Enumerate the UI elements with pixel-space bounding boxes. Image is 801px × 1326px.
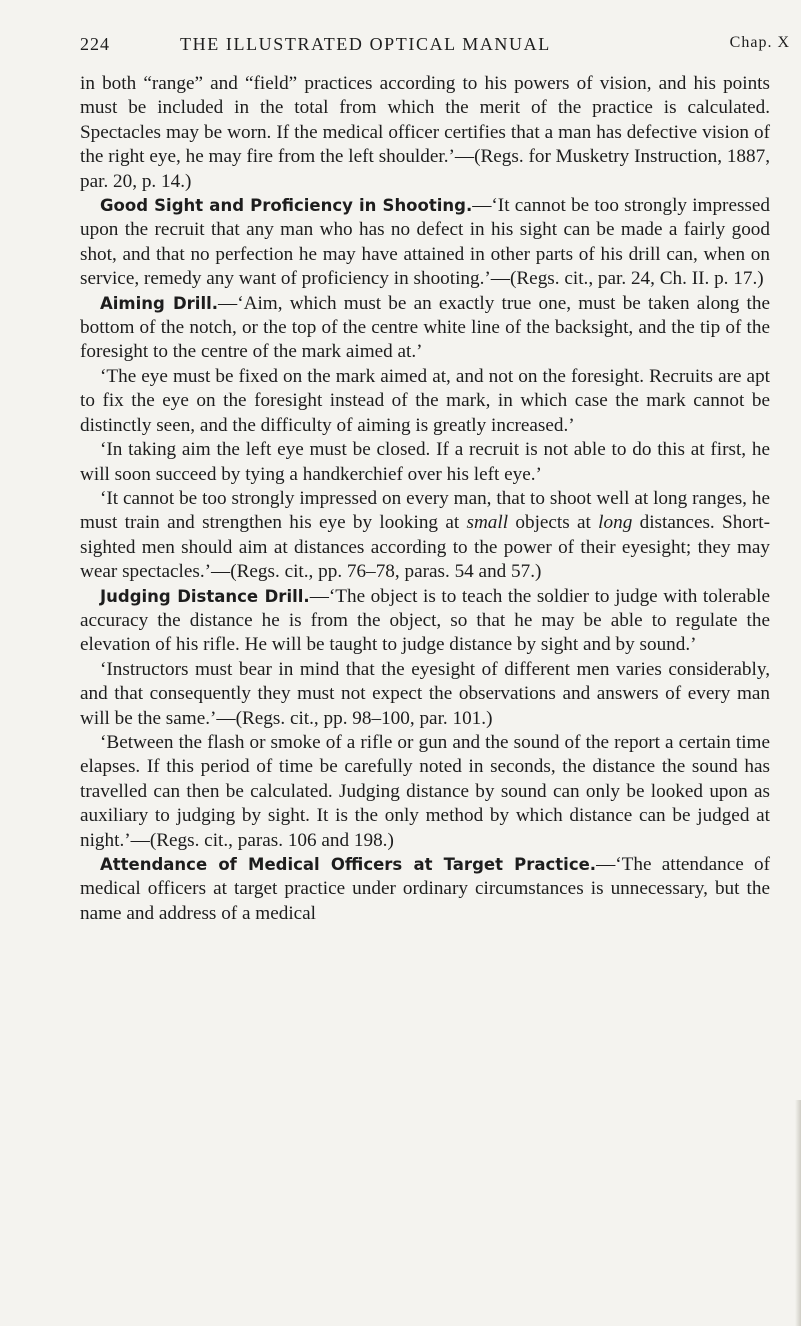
paragraph-continuation: in both “range” and “field” practices according to his powers of vision, and his points must be included in the total from which the merit of the practice is calculated. Spectacles may be worn. If the medical officer certifies that a man has defective vision of the right eye, he may fire from the left shoulder.’—(Regs. for Musketry Instruction, 1887, par. 20, p. 14.) xyxy=(80,73,770,192)
paragraph-left-eye: ‘In taking aim the left eye must be closed. If a recruit is not able to do this at first, he will soon succeed by tying a handkerchief over his left eye.’ xyxy=(80,439,770,485)
page-edge-shadow xyxy=(795,1100,801,1326)
paragraph-long-ranges-b: objects at xyxy=(508,512,599,534)
paragraph-aiming-drill-text: —‘Aim, which must be an exactly true one, must be taken along the bottom of the notch, or the top of the centre white line of the backsight, and the tip of the foresight to the centre of the mark aimed at.’ xyxy=(80,292,770,363)
paragraph-judging-distance-text: —‘The object is to teach the soldier to judge with tolerable accuracy the distance he is from the object, so that he may be able to regulate the elevation of his rifle. He will be taught to judge distance by sight and by sound.’ xyxy=(80,585,770,656)
section-heading-good-sight: Good Sight and Proficiency in Shooting. xyxy=(100,196,473,216)
paragraph-long-ranges xyxy=(80,487,770,585)
chapter-label: Chap. X xyxy=(729,34,790,51)
paragraph-aiming-drill xyxy=(80,292,770,365)
body-text xyxy=(80,72,770,926)
paragraph-long-ranges-a: ‘It cannot be too strongly impressed on every man, that to shoot well at long ranges, he must train and strengthen his eye by looking at xyxy=(80,487,770,534)
paragraph-eye-fixed: ‘The eye must be fixed on the mark aimed at, and not on the foresight. Recruits are apt to fix the eye on the foresight instead of the mark, in which case the mark cannot be distinctly seen, and the difficulty of aiming is greatly increased.’ xyxy=(80,365,770,436)
emphasis-long: long xyxy=(598,512,633,534)
paragraph-judging-distance xyxy=(80,585,770,658)
paragraph-medical-officers xyxy=(80,853,770,926)
section-heading-aiming-drill: Aiming Drill. xyxy=(100,293,219,313)
emphasis-small: small xyxy=(466,512,509,534)
running-title: THE ILLUSTRATED OPTICAL MANUAL xyxy=(180,34,551,54)
page-number: 224 xyxy=(80,34,110,54)
paragraph-medical-officers-text: —‘The attendance of medical officers at target practice under ordinary circumstances is unnecessary, but the name and address of a medical xyxy=(80,854,770,924)
section-heading-judging-distance: Judging Distance Drill. xyxy=(100,586,310,606)
paragraph-good-sight-text: —‘It cannot be too strongly impressed upon the recruit that any man who has no defect in his sight can be made a fairly good shot, and that no perfection he may have attained in other parts of his drill can, when on service, remedy any want of proficiency in shooting.’—(Regs. cit., par. 24, Ch. II. p. 17.) xyxy=(80,195,771,290)
paragraph-long-ranges-c: distances. Short-sighted men should aim at distances according to the power of their eyesight; they may wear spectacles.’—(Regs. cit., pp. 76–78, paras. 54 and 57.) xyxy=(80,512,770,583)
running-header xyxy=(80,34,790,60)
section-heading-medical-officers: Attendance of Medical Officers at Target Practice. xyxy=(100,855,597,874)
paragraph-good-sight xyxy=(80,194,770,292)
paragraph-flash-smoke: ‘Between the flash or smoke of a rifle or gun and the sound of the report a certain time elapses. If this period of time be carefully noted in seconds, the distance the sound has travelled can then be calculated. Judging distance by sound can only be looked upon as auxiliary to judging by sight. It is the only method by which distance can be judged at night.’—(Regs. cit., paras. 106 and 198.) xyxy=(80,731,770,851)
paragraph-instructors: ‘Instructors must bear in mind that the eyesight of different men varies considerably, and that consequently they must not expect the observations and answers of every man will be the same.’—(Regs. cit., pp. 98–100, par. 101.) xyxy=(80,658,770,729)
